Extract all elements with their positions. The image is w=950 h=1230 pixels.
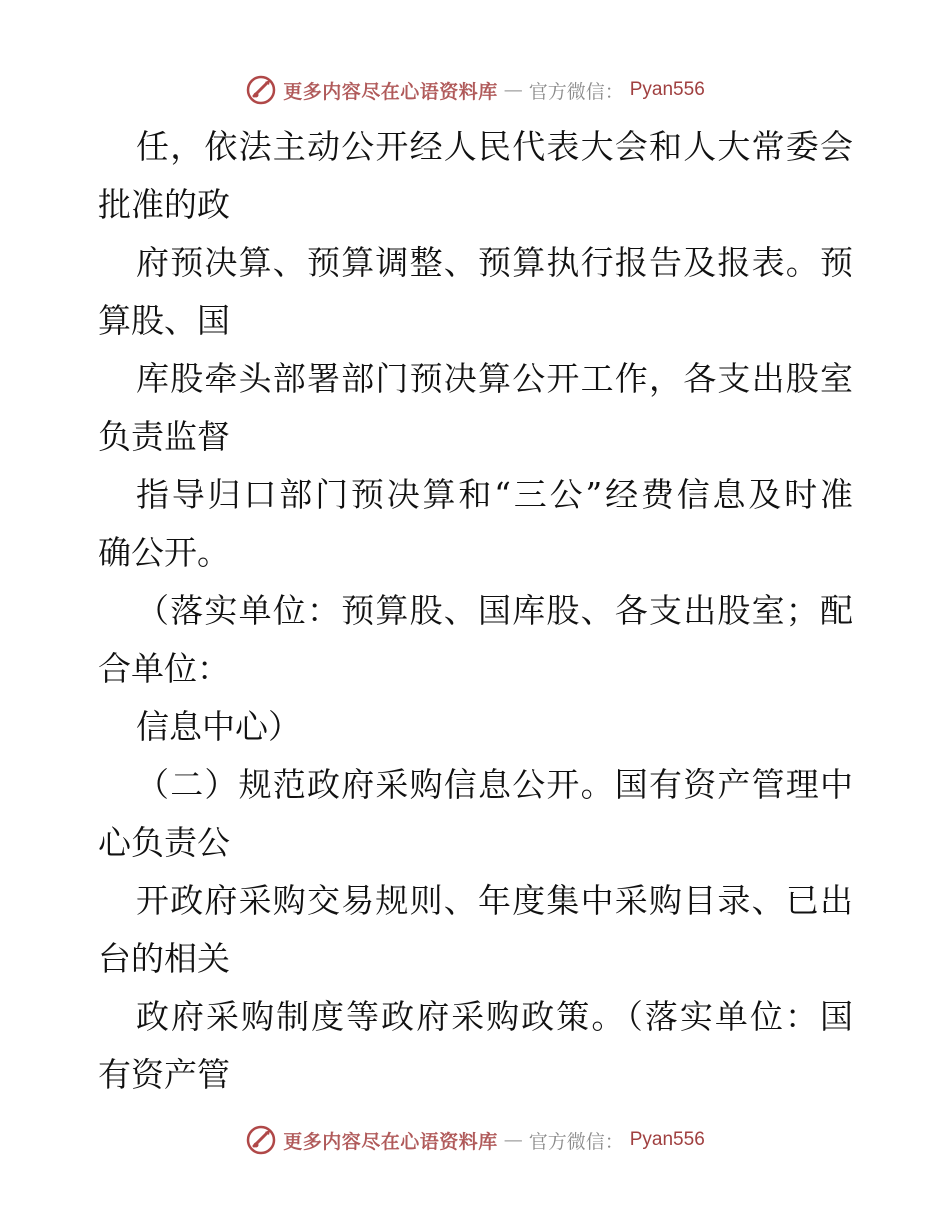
text-line: 指导归口部门预决算和“三公”经费信息及时准 xyxy=(136,475,853,514)
text-line: 任，依法主动公开经人民代表大会和人大常委会 xyxy=(136,127,853,166)
seal-logo-icon xyxy=(245,74,277,106)
watermark-banner xyxy=(245,74,705,106)
text-line: 确公开。 xyxy=(98,533,230,572)
text-line: 有资产管 xyxy=(98,1055,230,1094)
text-line: 开政府采购交易规则、年度集中采购目录、已出 xyxy=(136,881,853,920)
text-line: （二）规范政府采购信息公开。国有资产管理中 xyxy=(136,765,853,804)
text-line: 台的相关 xyxy=(98,939,230,978)
text-line: 负责监督 xyxy=(98,417,230,456)
watermark-separator: — xyxy=(503,79,523,101)
text-line: 心负责公 xyxy=(98,823,230,862)
text-line: 库股牵头部署部门预决算公开工作，各支出股室 xyxy=(136,359,853,398)
watermark-wechat-id: Pyan556 xyxy=(629,1129,705,1150)
text-line: 府预决算、预算调整、预算执行报告及报表。预 xyxy=(136,243,853,282)
text-line: 政府采购制度等政府采购政策。（落实单位：国 xyxy=(136,997,853,1036)
watermark-wechat-label: 官方微信： xyxy=(528,1130,624,1153)
text-line: （落实单位：预算股、国库股、各支出股室；配 xyxy=(136,591,853,630)
text-line: 合单位： xyxy=(98,649,230,688)
watermark-brand: 更多内容尽在心语资料库 xyxy=(283,80,498,103)
document-body xyxy=(98,118,853,1104)
watermark-wechat-id: Pyan556 xyxy=(629,79,705,100)
text-line: 信息中心） xyxy=(136,707,301,746)
watermark-wechat-label: 官方微信： xyxy=(528,80,624,103)
watermark-separator: — xyxy=(503,1129,523,1151)
text-line: 算股、国 xyxy=(98,301,230,340)
page-header-watermark xyxy=(0,70,950,110)
text-line: 批准的政 xyxy=(98,185,230,224)
watermark-banner xyxy=(245,1124,705,1156)
page-footer-watermark xyxy=(0,1120,950,1160)
watermark-brand: 更多内容尽在心语资料库 xyxy=(283,1130,498,1153)
seal-logo-icon xyxy=(245,1124,277,1156)
